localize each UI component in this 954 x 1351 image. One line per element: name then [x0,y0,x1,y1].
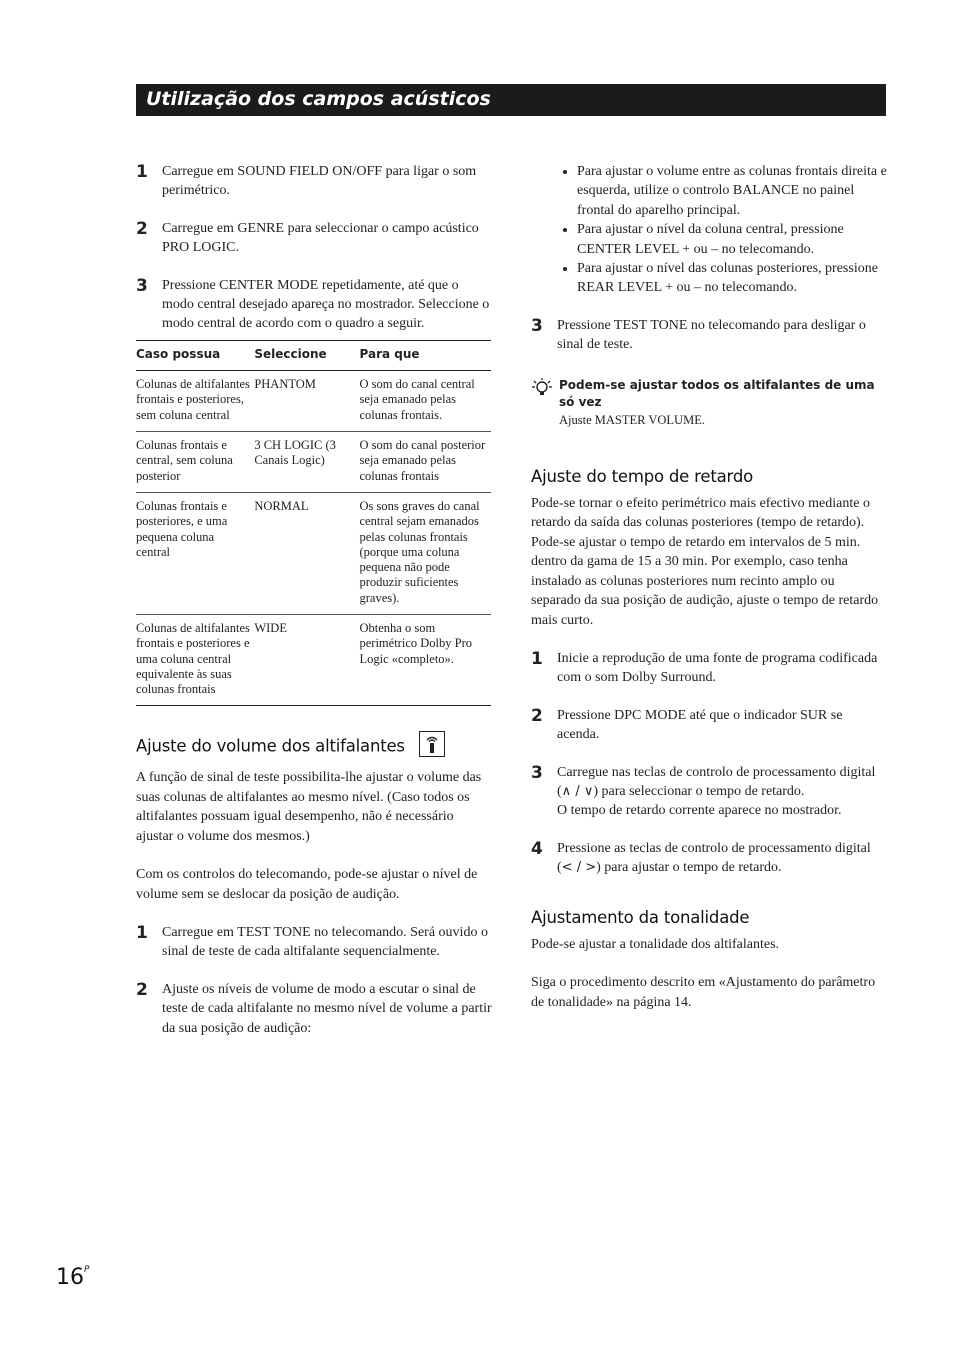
step-text: Inicie a reprodução de uma fonte de programa codificada com o som Dolby Surround. [557,650,878,686]
delay-step-1 [531,649,887,688]
tone-heading: Ajustamento da tonalidade [531,907,750,927]
step-number: 3 [531,762,543,783]
column-header: Caso possua [136,340,254,370]
step-text: Pressione CENTER MODE repetidamente, até que o modo central desejado apareça no mostrador. Seleccione o modo central de acordo com o quadro a seguir. [162,277,490,332]
page-number-value: 16 [56,1265,84,1290]
left-right-arrows-icon: < / > [561,860,597,876]
step-text-part: ) para seleccionar o tempo de retardo. [593,783,805,799]
table-cell: Colunas frontais e central, sem coluna posterior [136,432,254,493]
section-title: Utilização dos campos acústicos [146,88,491,110]
step-text [557,763,887,821]
delay-paragraph: Pode-se tornar o efeito perimétrico mais efectivo mediante o retardo da saída das colunas posteriores (tempo de retardo). Pode-se ajustar o tempo de retardo em intervalos de 5 min. dentro da gama de 15 a 30 min. Por exemplo, caso tenha instalado as colunas posteriores num recinto amplo ou separado da sua posição de audição, ajuste o tempo de retardo mais curto. [531,496,879,628]
tip-body: Ajuste MASTER VOLUME. [559,412,705,427]
step-text: Carregue em TEST TONE no telecomando. Será ouvido o sinal de teste de cada altifalante sequencialmente. [162,924,488,960]
step-text-part: Pressione as teclas de controlo de processamento digital ( [557,840,871,876]
table-cell: NORMAL [254,492,359,614]
step-number: 2 [136,218,148,239]
volume-step-3 [531,316,887,355]
volume-paragraph-2: Com os controlos do telecomando, pode-se ajustar o nível de volume sem se deslocar da posição de audição. [136,867,478,902]
step-2 [136,219,492,258]
list-item: • Para ajustar o nível da coluna central, pressione CENTER LEVEL + ou – no telecomando. [577,220,887,259]
page-number [56,1265,89,1290]
tip-title: Podem-se ajustar todos os altifalantes de uma só vez [559,377,875,409]
tip-box [531,377,887,429]
step-number: 3 [531,315,543,336]
step-text-part: Carregue nas teclas de controlo de processamento digital ( [557,764,876,799]
section-header-bar [136,84,886,116]
table-cell: 3 CH LOGIC (3 Canais Logic) [254,432,359,493]
step-text-part: ) para ajustar o tempo de retardo. [596,860,782,876]
center-mode-table [136,340,491,707]
volume-heading-text: Ajuste do volume dos altifalantes [136,736,405,756]
volume-step-2 [136,980,492,1038]
table-cell: Os sons graves do canal central sejam emanados pelas colunas frontais (porque uma coluna pequena não pode produzir suficientes graves). [360,492,492,614]
step-text: Pressione TEST TONE no telecomando para desligar o sinal de teste. [557,317,866,353]
table-cell: WIDE [254,615,359,706]
table-cell: O som do canal central seja emanado pelas colunas frontais. [360,371,492,432]
table-cell: Colunas frontais e posteriores, e uma pequena coluna central [136,492,254,614]
right-column [531,162,887,1031]
step-text: Carregue em GENRE para seleccionar o campo acústico PRO LOGIC. [162,220,479,256]
step-number: 1 [531,648,543,669]
table-row [136,492,491,614]
list-item: • Para ajustar o nível das colunas posteriores, pressione REAR LEVEL + ou – no telecomando. [577,259,887,298]
volume-step-1 [136,923,492,962]
table-header-row [136,340,491,370]
table-cell: Colunas de altifalantes frontais e posteriores e uma coluna central equivalente às suas colunas frontais [136,615,254,706]
page-language-suffix: P [84,1265,90,1275]
step-number: 1 [136,922,148,943]
step-number: 4 [531,838,543,859]
step-text [557,839,887,878]
step-text: Ajuste os níveis de volume de modo a escutar o sinal de teste de cada altifalante no mesmo nível de volume a partir da sua posição de audição: [162,981,492,1036]
tone-paragraph-2: Siga o procedimento descrito em «Ajustamento do parâmetro de tonalidade» na página 14. [531,975,876,1010]
remote-control-icon [419,731,445,757]
step-note: O tempo de retardo corrente aparece no mostrador. [557,803,842,819]
table-cell: PHANTOM [254,371,359,432]
volume-paragraph-1: A função de sinal de teste possibilita-lhe ajustar o volume das suas colunas de altifalantes ao mesmo nível. (Caso todos os altifalantes possuam igual desempenho, não é necessário ajustar o volume dos mesmos.) [136,770,482,844]
tone-paragraph-1: Pode-se ajustar a tonalidade dos altifalantes. [531,936,780,952]
table-cell: Colunas de altifalantes frontais e posteriores, sem coluna central [136,371,254,432]
volume-bullet-list [531,162,887,298]
step-3 [136,276,492,334]
delay-step-2 [531,706,887,745]
table-row [136,432,491,493]
step-number: 1 [136,162,148,182]
step-text: Pressione DPC MODE até que o indicador SUR se acenda. [557,707,843,743]
up-down-arrows-icon: ∧ / ∨ [561,783,594,799]
list-item: • Para ajustar o volume entre as colunas frontais direita e esquerda, utilize o controlo BALANCE no painel frontal do aparelho principal. [577,162,887,220]
column-header: Para que [360,340,492,370]
table-cell: O som do canal posterior seja emanado pelas colunas frontais [360,432,492,493]
step-1 [136,162,492,201]
step-number: 3 [136,275,148,296]
step-text: Carregue em SOUND FIELD ON/OFF para ligar o som perimétrico. [162,164,477,199]
delay-step-3 [531,763,887,821]
volume-heading [136,734,492,760]
delay-heading: Ajuste do tempo de retardo [531,466,753,486]
table-row [136,615,491,706]
table-cell: Obtenha o som perimétrico Dolby Pro Logic «completo». [360,615,492,706]
delay-step-4 [531,839,887,878]
step-number: 2 [136,979,148,1000]
column-header: Seleccione [254,340,359,370]
table-row [136,371,491,432]
left-column [136,162,492,1056]
lightbulb-icon [531,377,559,429]
step-number: 2 [531,705,543,726]
